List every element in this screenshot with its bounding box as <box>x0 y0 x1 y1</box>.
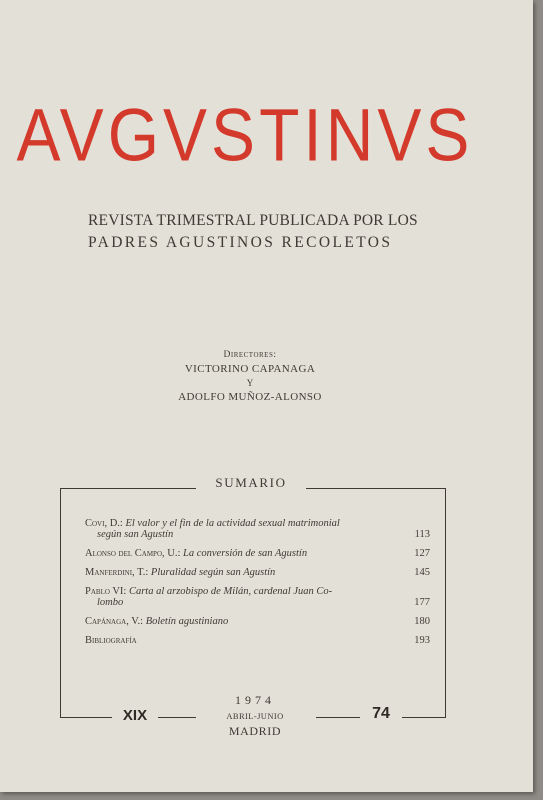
toc-page: 145 <box>414 567 430 578</box>
toc-page: 193 <box>414 635 430 646</box>
toc-work: El valor y el fin de la actividad sexual matrimonial <box>125 518 340 529</box>
director-2: ADOLFO MUÑOZ-ALONSO <box>178 391 322 403</box>
directors-label: Directores: <box>223 350 277 360</box>
toc-page: 180 <box>414 616 430 627</box>
issue-number: 74 <box>372 705 390 722</box>
director-1: VICTORINO CAPANAGA <box>184 363 316 375</box>
toc-entry <box>85 586 430 608</box>
toc-work: Pluralidad según san Agustín <box>150 567 276 578</box>
toc-page: 127 <box>414 548 430 559</box>
toc-page: 177 <box>414 597 430 608</box>
toc-work-continued: según san Agustín <box>97 529 174 540</box>
toc-entry <box>85 616 430 627</box>
toc-entry <box>85 567 430 578</box>
toc-entry <box>85 548 430 559</box>
toc-author: Capánaga, V.: <box>85 616 144 627</box>
subtitle-line-1: REVISTA TRIMESTRAL PUBLICADA POR LOS <box>88 212 418 229</box>
toc-author: Covi, D.: <box>85 518 123 529</box>
publication-city: MADRID <box>228 724 282 738</box>
toc-work-continued: lombo <box>97 597 124 608</box>
toc-author: Pablo VI: <box>85 586 127 597</box>
journal-subtitle <box>88 212 448 252</box>
toc-work: La conversión de san Agustín <box>183 548 308 559</box>
journal-title: AVGVSTINVS <box>16 93 474 176</box>
publication-year: 1974 <box>235 693 275 707</box>
subtitle-line-2: PADRES AGUSTINOS RECOLETOS <box>88 234 393 251</box>
footer-rule <box>402 717 446 718</box>
table-of-contents <box>85 518 430 654</box>
toc-entry <box>85 635 430 646</box>
toc-page: 113 <box>414 529 430 540</box>
directors-block <box>150 350 350 403</box>
footer-rule <box>60 717 112 718</box>
director-conjunction: Y <box>246 378 254 388</box>
volume-number: XIX <box>122 707 148 724</box>
toc-author: Manferdini, T.: <box>85 567 149 578</box>
toc-work: Carta al arzobispo de Milán, cardenal Juan Co- <box>128 586 333 597</box>
toc-author: Alonso del Campo, U.: <box>85 548 181 559</box>
sumario-heading: SUMARIO <box>215 475 287 490</box>
publication-months: ABRIL-JUNIO <box>226 711 284 721</box>
toc-entry <box>85 518 430 540</box>
footer-rule <box>158 717 196 718</box>
toc-author: Bibliografía <box>85 635 137 646</box>
toc-work: Boletín agustiniano <box>145 616 229 627</box>
footer-rule <box>316 717 360 718</box>
